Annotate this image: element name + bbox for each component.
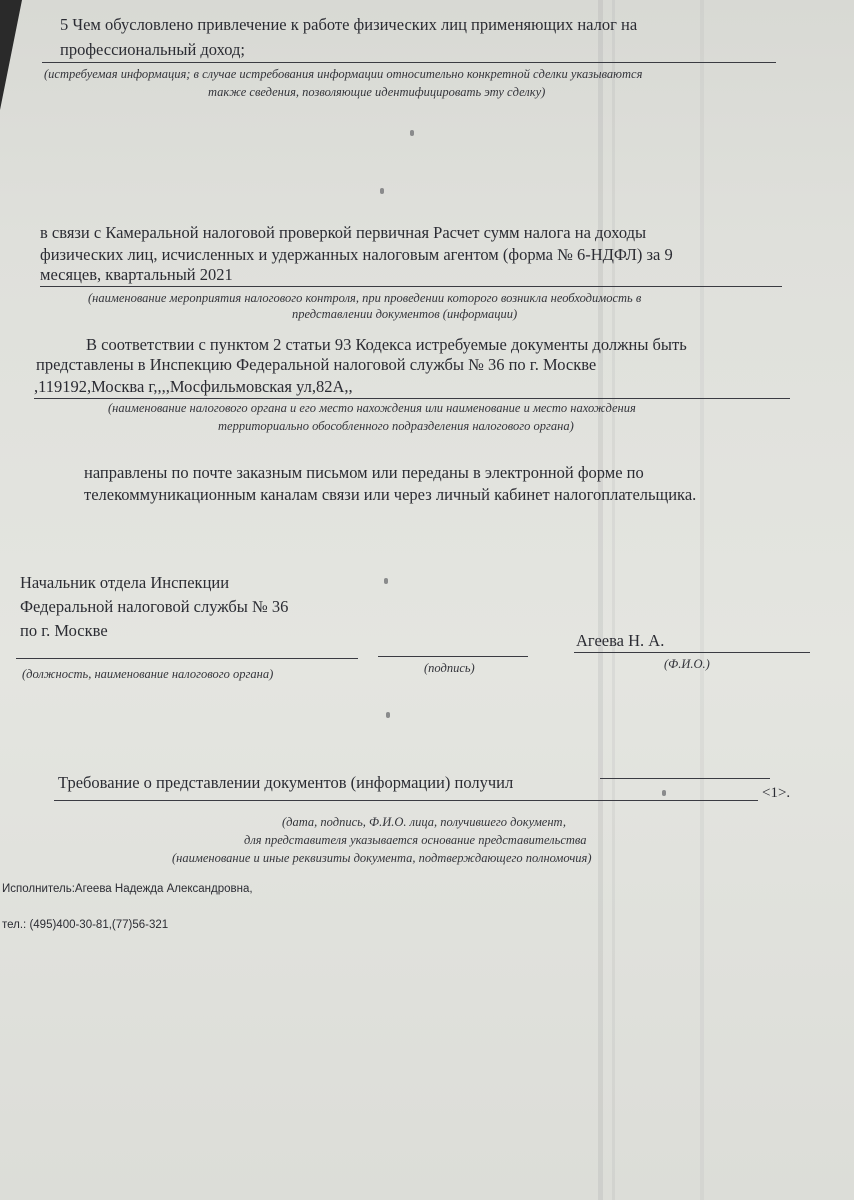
control-rule [40,286,782,287]
delivery-line-2: телекоммуникационным каналам связи или через личный кабинет налогоплательщика. [84,485,697,504]
scan-speck [410,130,414,136]
submission-address: ,119192,Москва г,,,,Мосфильмовская ул,82А,, [34,377,353,396]
scan-speck [662,790,666,796]
delivery-line-1: направлены по почте заказным письмом или переданы в электронной форме по [84,463,644,482]
submission-note-2: территориально обособленного подразделения налогового органа) [218,419,574,433]
section-5-line-2: профессиональный доход; [60,40,246,59]
receipt-note-2: для представителя указывается основание представительства [244,833,587,847]
receipt-rule-short [600,778,770,779]
submission-line-1: В соответствии с пунктом 2 статьи 93 Кодекса истребуемые документы должны быть [86,335,687,354]
signature-note: (подпись) [424,661,475,675]
control-line-1: в связи с Камеральной налоговой проверкой первичная Расчет сумм налога на доходы [40,223,647,242]
control-note-1: (наименование мероприятия налогового контроля, при проведении которого возникла необходимость в [88,291,642,305]
executor-phone: тел.: (495)400-30-81,(77)56-321 [2,919,169,931]
executor-name: Исполнитель:Агеева Надежда Александровна, [2,883,253,895]
name-rule [574,652,810,653]
signatory-position-3: по г. Москве [20,621,108,640]
scan-speck [386,712,390,718]
receipt-note-3: (наименование и иные реквизиты документа, подтверждающего полномочия) [172,851,592,865]
section-5-note-2: также сведения, позволяющие идентифицировать эту сделку) [208,85,546,99]
signature-rule [378,656,528,657]
receipt-footnote: <1>. [762,785,791,801]
scan-streak [598,0,603,1200]
submission-note-1: (наименование налогового органа и его место нахождения или наименование и место нахождения [108,401,636,415]
signatory-position-2: Федеральной налоговой службы № 36 [20,597,289,616]
receipt-label: Требование о представлении документов (информации) получил [58,773,514,792]
section-5-rule [42,62,776,63]
receipt-note-1: (дата, подпись, Ф.И.О. лица, получившего документ, [282,815,567,829]
submission-line-2: представлены в Инспекцию Федеральной налоговой службы № 36 по г. Москве [36,355,597,374]
signatory-name: Агеева Н. А. [576,631,665,650]
scan-streak [700,0,704,1200]
position-note: (должность, наименование налогового органа) [22,667,274,681]
name-note: (Ф.И.О.) [664,657,710,671]
scan-speck [380,188,384,194]
scan-speck [384,578,388,584]
page-corner-shadow [0,0,22,110]
section-5-line-1: 5 Чем обусловлено привлечение к работе физических лиц применяющих налог на [60,15,638,34]
control-note-2: представлении документов (информации) [292,307,518,321]
position-rule [16,658,358,659]
receipt-rule-long [54,800,758,801]
submission-rule [34,398,790,399]
control-line-3: месяцев, квартальный 2021 [40,265,233,284]
control-line-2: физических лиц, исчисленных и удержанных налоговым агентом (форма № 6-НДФЛ) за 9 [40,245,673,264]
section-5-note-1: (истребуемая информация; в случае истребования информации относительно конкретной сделки указываются [44,67,643,81]
signatory-position-1: Начальник отдела Инспекции [20,573,230,592]
scan-streak [612,0,615,1200]
